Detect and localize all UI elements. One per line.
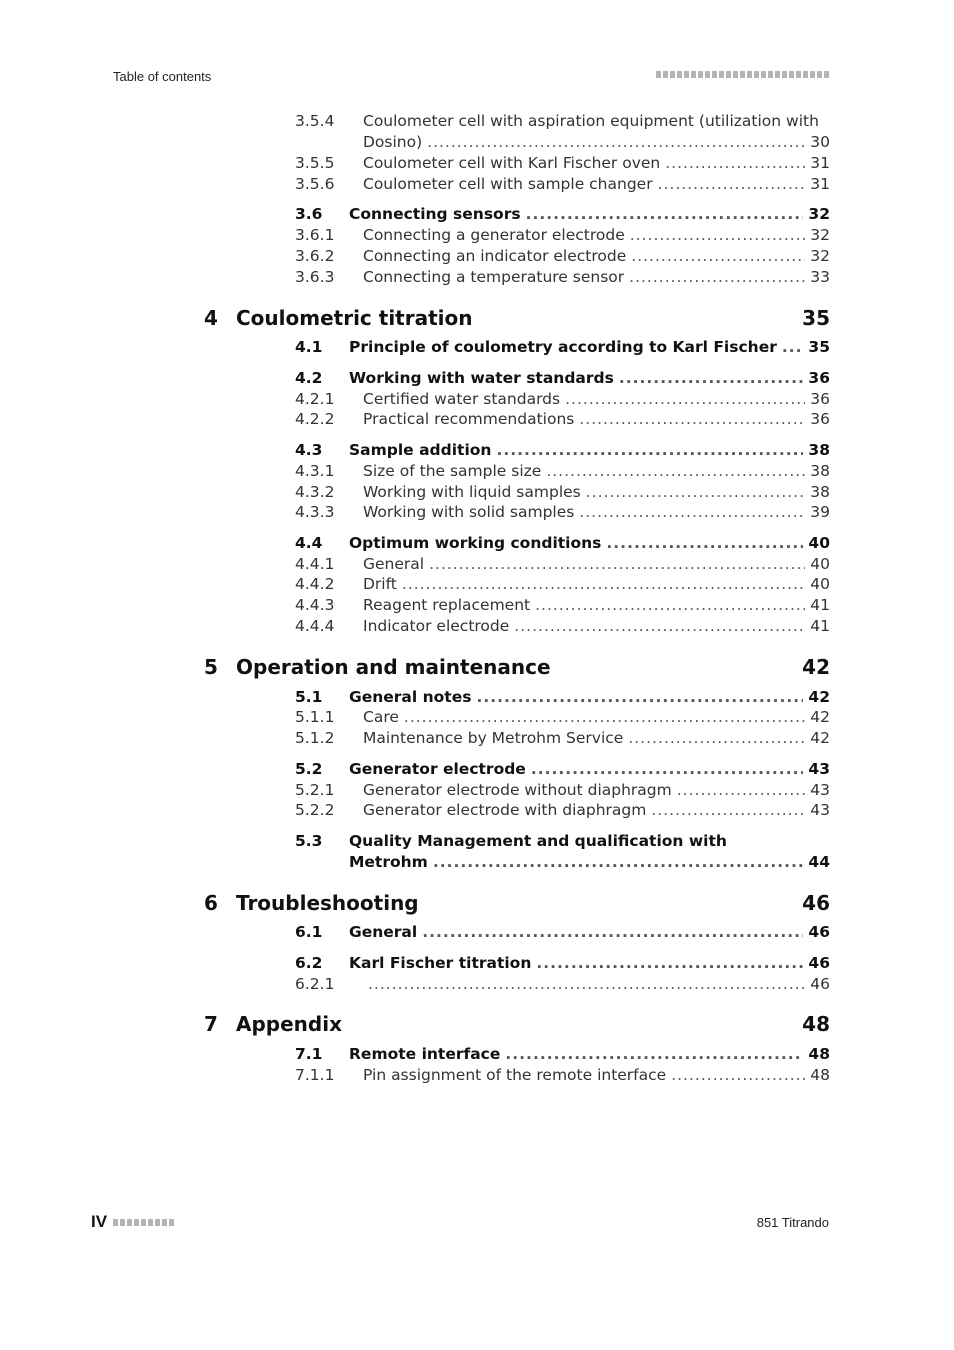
toc-entry-4-3-2[interactable] bbox=[0, 483, 954, 503]
toc-entry-page: 35 bbox=[808, 338, 830, 356]
toc-entry-title: Working with solid samples bbox=[363, 503, 575, 521]
toc-section-6-1[interactable] bbox=[0, 923, 954, 943]
toc-entry-4-4-1[interactable] bbox=[0, 555, 954, 575]
toc-entry-title: Sample addition bbox=[349, 441, 492, 459]
toc-entry-number: 4.4 bbox=[295, 534, 323, 552]
toc-entry-7-1-1[interactable] bbox=[0, 1066, 954, 1086]
leader-dots bbox=[579, 410, 805, 428]
toc-entry-3-5-4[interactable] bbox=[0, 112, 954, 132]
toc-entry-page: 42 bbox=[810, 729, 830, 747]
toc-chapter-4[interactable] bbox=[0, 306, 954, 332]
leader-dots bbox=[546, 462, 805, 480]
toc-entry-number: 4.3.2 bbox=[295, 483, 335, 501]
toc-entry-title: Generator electrode without diaphragm bbox=[363, 781, 672, 799]
toc-entry-title: Coulometer cell with sample changer bbox=[363, 175, 653, 193]
toc-chapter-number: 6 bbox=[204, 891, 218, 915]
page-number: IV bbox=[91, 1212, 108, 1231]
toc-entry-page: 36 bbox=[810, 390, 830, 408]
toc-chapter-title: Troubleshooting bbox=[236, 891, 419, 915]
toc-entry-page: 31 bbox=[810, 175, 830, 193]
toc-entry-page: 41 bbox=[810, 596, 830, 614]
toc-entry-page: 40 bbox=[810, 575, 830, 593]
toc-entry-number: 5.2.2 bbox=[295, 801, 335, 819]
toc-entry-number: 6.1 bbox=[295, 923, 323, 941]
toc-entry-4-3-3[interactable] bbox=[0, 503, 954, 523]
leader-dots bbox=[422, 923, 803, 941]
toc-entry-number: 3.6 bbox=[295, 205, 323, 223]
toc-entry-number: 7.1 bbox=[295, 1045, 323, 1063]
toc-entry-title: Principle of coulometry according to Karl Fischer bbox=[349, 338, 777, 356]
leader-dots bbox=[429, 555, 805, 573]
toc-entry-4-4-4[interactable] bbox=[0, 617, 954, 637]
toc-entry-page: 33 bbox=[810, 268, 830, 286]
leader-dots bbox=[651, 801, 805, 819]
toc-entry-5-1-1[interactable] bbox=[0, 708, 954, 728]
toc-section-7-1[interactable] bbox=[0, 1045, 954, 1065]
toc-entry-3-5-6[interactable] bbox=[0, 175, 954, 195]
toc-entry-number: 4.2.2 bbox=[295, 410, 335, 428]
leader-dots bbox=[404, 708, 805, 726]
toc-entry-title-line1: Quality Management and qualification with bbox=[349, 832, 727, 850]
toc-chapter-number: 4 bbox=[204, 306, 218, 330]
toc-entry-number: 4.4.4 bbox=[295, 617, 335, 635]
toc-entry-5-2-2[interactable] bbox=[0, 801, 954, 821]
toc-entry-3-6-2[interactable] bbox=[0, 247, 954, 267]
toc-entry-title: Connecting an indicator electrode bbox=[363, 247, 627, 265]
toc-entry-title: Indicator electrode bbox=[363, 617, 510, 635]
toc-entry-4-2-2[interactable] bbox=[0, 410, 954, 430]
toc-entry-page: 48 bbox=[808, 1045, 830, 1063]
toc-entry-title: Connecting sensors bbox=[349, 205, 521, 223]
footer-product-name: 851 Titrando bbox=[756, 1215, 829, 1230]
toc-entry-number: 3.6.2 bbox=[295, 247, 335, 265]
toc-entry-number: 6.2 bbox=[295, 954, 323, 972]
toc-entry-number: 3.5.5 bbox=[295, 154, 335, 172]
toc-entry-title: Pin assignment of the remote interface bbox=[363, 1066, 667, 1084]
toc-entry-page: 41 bbox=[810, 617, 830, 635]
leader-dots bbox=[531, 760, 804, 778]
toc-entry-number: 3.5.4 bbox=[295, 112, 335, 130]
toc-entry-page: 39 bbox=[810, 503, 830, 521]
toc-entry-page: 46 bbox=[808, 954, 830, 972]
toc-entry-4-4-3[interactable] bbox=[0, 596, 954, 616]
toc-entry-page: 30 bbox=[810, 133, 830, 151]
toc-entry-page: 40 bbox=[810, 555, 830, 573]
toc-section-5-3[interactable] bbox=[0, 832, 954, 852]
toc-section-4-4[interactable] bbox=[0, 534, 954, 554]
toc-entry-page: 43 bbox=[808, 760, 830, 778]
leader-dots bbox=[658, 175, 806, 193]
toc-entry-number: 4.1 bbox=[295, 338, 323, 356]
toc-entry-title: Dosino) bbox=[363, 133, 423, 151]
toc-chapter-page: 48 bbox=[802, 1012, 830, 1036]
toc-entry-page: 42 bbox=[810, 708, 830, 726]
toc-entry-page: 42 bbox=[808, 688, 830, 706]
leader-dots bbox=[586, 483, 806, 501]
toc-section-4-3[interactable] bbox=[0, 441, 954, 461]
leader-dots bbox=[606, 534, 803, 552]
toc-chapter-number: 7 bbox=[204, 1012, 218, 1036]
toc-entry-number: 4.2 bbox=[295, 369, 323, 387]
toc-entry-title-line1: Coulometer cell with aspiration equipment (utilization with bbox=[363, 112, 819, 130]
toc-entry-number: 4.2.1 bbox=[295, 390, 335, 408]
toc-entry-number: 5.1.1 bbox=[295, 708, 335, 726]
leader-dots bbox=[433, 853, 804, 871]
toc-entry-3-6-1[interactable] bbox=[0, 226, 954, 246]
leader-dots bbox=[619, 369, 804, 387]
toc-entry-number: 7.1.1 bbox=[295, 1066, 335, 1084]
toc-entry-number: 3.6.3 bbox=[295, 268, 335, 286]
toc-entry-number: 4.3.1 bbox=[295, 462, 335, 480]
toc-section-3-6[interactable] bbox=[0, 205, 954, 225]
toc-entry-page: 38 bbox=[810, 462, 830, 480]
toc-chapter-page: 46 bbox=[802, 891, 830, 915]
toc-entry-page: 38 bbox=[810, 483, 830, 501]
toc-entry-title: Remote interface bbox=[349, 1045, 501, 1063]
footer-page-marker bbox=[91, 1212, 174, 1232]
toc-entry-title: Working with water standards bbox=[349, 369, 614, 387]
toc-entry-title: Care bbox=[363, 708, 399, 726]
toc-entry-page: 36 bbox=[810, 410, 830, 428]
header-title: Table of contents bbox=[113, 69, 212, 84]
toc-entry-title: Metrohm bbox=[349, 853, 428, 871]
toc-entry-5-1-2[interactable] bbox=[0, 729, 954, 749]
toc-entry-page: 46 bbox=[810, 975, 830, 993]
leader-dots bbox=[368, 975, 805, 993]
leader-dots bbox=[665, 154, 805, 172]
toc-chapter-page: 35 bbox=[802, 306, 830, 330]
toc-entry-title: General notes bbox=[349, 688, 472, 706]
toc-entry-title: Coulometer cell with Karl Fischer oven bbox=[363, 154, 661, 172]
toc-entry-title: Working with liquid samples bbox=[363, 483, 581, 501]
toc-entry-4-2-1[interactable] bbox=[0, 390, 954, 410]
toc-entry-title: Drift bbox=[363, 575, 397, 593]
toc-entry-4-3-1[interactable] bbox=[0, 462, 954, 482]
toc-entry-number: 6.2.1 bbox=[295, 975, 335, 993]
toc-entry-title: Maintenance by Metrohm Service bbox=[363, 729, 624, 747]
toc-entry-number: 4.3.3 bbox=[295, 503, 335, 521]
toc-entry-page: 31 bbox=[810, 154, 830, 172]
toc-chapter-page: 42 bbox=[802, 655, 830, 679]
toc-entry-page: 44 bbox=[808, 853, 830, 871]
toc-chapter-5[interactable] bbox=[0, 655, 954, 681]
toc-chapter-number: 5 bbox=[204, 655, 218, 679]
toc-chapter-7[interactable] bbox=[0, 1012, 954, 1038]
toc-entry-page: 38 bbox=[808, 441, 830, 459]
toc-entry-page: 46 bbox=[808, 923, 830, 941]
toc-entry-number: 3.6.1 bbox=[295, 226, 335, 244]
leader-dots bbox=[535, 596, 805, 614]
toc-entry-page: 36 bbox=[808, 369, 830, 387]
footer-decoration-squares bbox=[113, 1219, 174, 1226]
toc-entry-number: 4.4.1 bbox=[295, 555, 335, 573]
toc-chapter-title: Appendix bbox=[236, 1012, 342, 1036]
toc-entry-3-6-3[interactable] bbox=[0, 268, 954, 288]
toc-entry-title: General bbox=[349, 923, 418, 941]
leader-dots bbox=[496, 441, 803, 459]
toc-entry-title: Reagent replacement bbox=[363, 596, 531, 614]
toc-section-5-2[interactable] bbox=[0, 760, 954, 780]
leader-dots bbox=[565, 390, 805, 408]
toc-entry-title: Generator electrode bbox=[349, 760, 526, 778]
toc-entry-4-4-2[interactable] bbox=[0, 575, 954, 595]
toc-section-5-3-cont[interactable] bbox=[0, 853, 954, 873]
leader-dots bbox=[782, 338, 804, 356]
toc-entry-title: Connecting a temperature sensor bbox=[363, 268, 625, 286]
leader-dots bbox=[671, 1066, 805, 1084]
toc-entry-6-2-1[interactable] bbox=[0, 975, 954, 995]
toc-entry-title: Practical recommendations bbox=[363, 410, 575, 428]
toc-entry-title: General bbox=[363, 555, 425, 573]
toc-entry-number: 4.3 bbox=[295, 441, 323, 459]
toc-entry-page: 32 bbox=[810, 226, 830, 244]
toc-entry-title: Karl Fischer titration bbox=[349, 954, 532, 972]
toc-entry-title: Size of the sample size bbox=[363, 462, 542, 480]
toc-section-4-1[interactable] bbox=[0, 338, 954, 358]
toc-entry-title: Optimum working conditions bbox=[349, 534, 602, 552]
toc-chapter-6[interactable] bbox=[0, 891, 954, 917]
header-decoration-squares bbox=[656, 71, 829, 78]
toc-entry-page: 32 bbox=[810, 247, 830, 265]
toc-entry-number: 4.4.3 bbox=[295, 596, 335, 614]
leader-dots bbox=[402, 575, 805, 593]
toc-entry-number: 5.3 bbox=[295, 832, 323, 850]
toc-entry-page: 43 bbox=[810, 781, 830, 799]
toc-section-5-1[interactable] bbox=[0, 688, 954, 708]
leader-dots bbox=[505, 1045, 803, 1063]
toc-entry-number: 5.2.1 bbox=[295, 781, 335, 799]
toc-entry-number: 5.1.2 bbox=[295, 729, 335, 747]
leader-dots bbox=[526, 205, 804, 223]
toc-entry-title: Certified water standards bbox=[363, 390, 561, 408]
toc-chapter-title: Coulometric titration bbox=[236, 306, 473, 330]
leader-dots bbox=[629, 268, 805, 286]
toc-chapter-title: Operation and maintenance bbox=[236, 655, 551, 679]
toc-entry-5-2-1[interactable] bbox=[0, 781, 954, 801]
leader-dots bbox=[628, 729, 805, 747]
leader-dots bbox=[579, 503, 805, 521]
toc-entry-number: 4.4.2 bbox=[295, 575, 335, 593]
toc-entry-page: 48 bbox=[810, 1066, 830, 1084]
toc-section-4-2[interactable] bbox=[0, 369, 954, 389]
toc-entry-number: 5.2 bbox=[295, 760, 323, 778]
toc-section-6-2[interactable] bbox=[0, 954, 954, 974]
leader-dots bbox=[631, 247, 805, 265]
leader-dots bbox=[630, 226, 806, 244]
leader-dots bbox=[427, 133, 805, 151]
toc-entry-3-5-5[interactable] bbox=[0, 154, 954, 174]
toc-entry-page: 32 bbox=[808, 205, 830, 223]
leader-dots bbox=[677, 781, 806, 799]
toc-entry-page: 40 bbox=[808, 534, 830, 552]
leader-dots bbox=[476, 688, 803, 706]
toc-entry-3-5-4-cont[interactable] bbox=[0, 133, 954, 153]
toc-entry-title: Connecting a generator electrode bbox=[363, 226, 625, 244]
toc-entry-page: 43 bbox=[810, 801, 830, 819]
leader-dots bbox=[514, 617, 805, 635]
toc-entry-number: 5.1 bbox=[295, 688, 323, 706]
leader-dots bbox=[536, 954, 803, 972]
toc-entry-number: 3.5.6 bbox=[295, 175, 335, 193]
toc-entry-title: Generator electrode with diaphragm bbox=[363, 801, 647, 819]
